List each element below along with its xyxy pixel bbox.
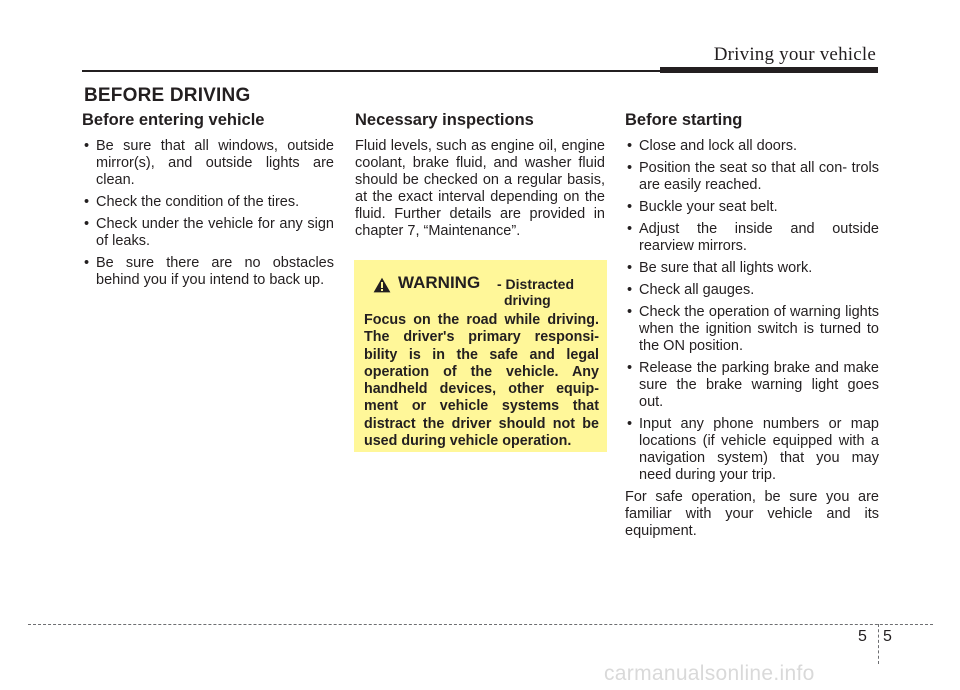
list-item: • Close and lock all doors. [625, 138, 879, 155]
before-starting-list [625, 138, 879, 484]
list-item: • Position the seat so that all con- trols are easily reached. [625, 160, 879, 194]
list-item: • Check all gauges. [625, 282, 879, 299]
list-item: • Input any phone numbers or map locations (if vehicle equipped with a navigation system) that you may need during your trip. [625, 416, 879, 484]
running-header: Driving your vehicle [713, 44, 876, 65]
header-rule [82, 70, 662, 72]
before-entering-column [82, 110, 334, 294]
list-item: • Check under the vehicle for any sign of leaks. [82, 216, 334, 250]
list-item: • Adjust the inside and outside rearview mirrors. [625, 221, 879, 255]
warning-triangle-icon [373, 277, 391, 293]
list-item: • Be sure there are no obstacles behind you if you intend to back up. [82, 255, 334, 289]
warning-label: WARNING [398, 273, 481, 292]
list-item: • Release the parking brake and make sure the brake warning light goes out. [625, 360, 879, 411]
header-rule-thick [660, 67, 878, 73]
section-title: BEFORE DRIVING [84, 85, 251, 106]
safety-closing-text: For safe operation, be sure you are familiar with your vehicle and its equipment. [625, 489, 879, 539]
footer-page-divider [878, 624, 879, 664]
watermark: carmanualsonline.info [604, 662, 815, 685]
warning-subtitle-cont: driving [504, 292, 551, 308]
page-number: 5 [883, 628, 892, 645]
warning-subtitle: - Distracted [497, 276, 575, 292]
list-item: • Buckle your seat belt. [625, 199, 879, 216]
chapter-number: 5 [858, 628, 867, 645]
list-item: • Check the operation of warning lights when the ignition switch is turned to the ON position. [625, 304, 879, 355]
list-item: • Be sure that all windows, outside mirror(s), and outside lights are clean. [82, 138, 334, 189]
before-entering-list [82, 138, 334, 289]
before-entering-heading: Before entering vehicle [82, 111, 265, 129]
inspections-text: Fluid levels, such as engine oil, engine coolant, brake fluid, and washer fluid should be checked on a regular basis, at the exact interval depending on the fluid. Further details are provided in chapter 7, “Maintenance”. [355, 138, 605, 239]
list-item: • Check the condition of the tires. [82, 194, 334, 211]
warning-box [354, 260, 607, 452]
list-item: • Be sure that all lights work. [625, 260, 879, 277]
before-starting-column [625, 110, 879, 545]
warning-text: Focus on the road while driving. The driver's primary responsi- bility is in the safe and legal operation of the vehicle. Any handheld devices, other equip- ment or vehicle systems that distract the driver should not be used during vehicle operation. [364, 312, 599, 450]
before-starting-heading: Before starting [625, 111, 743, 129]
footer-divider [28, 624, 933, 625]
inspections-heading: Necessary inspections [355, 111, 534, 129]
inspections-column [355, 110, 605, 245]
warning-header [364, 272, 599, 312]
